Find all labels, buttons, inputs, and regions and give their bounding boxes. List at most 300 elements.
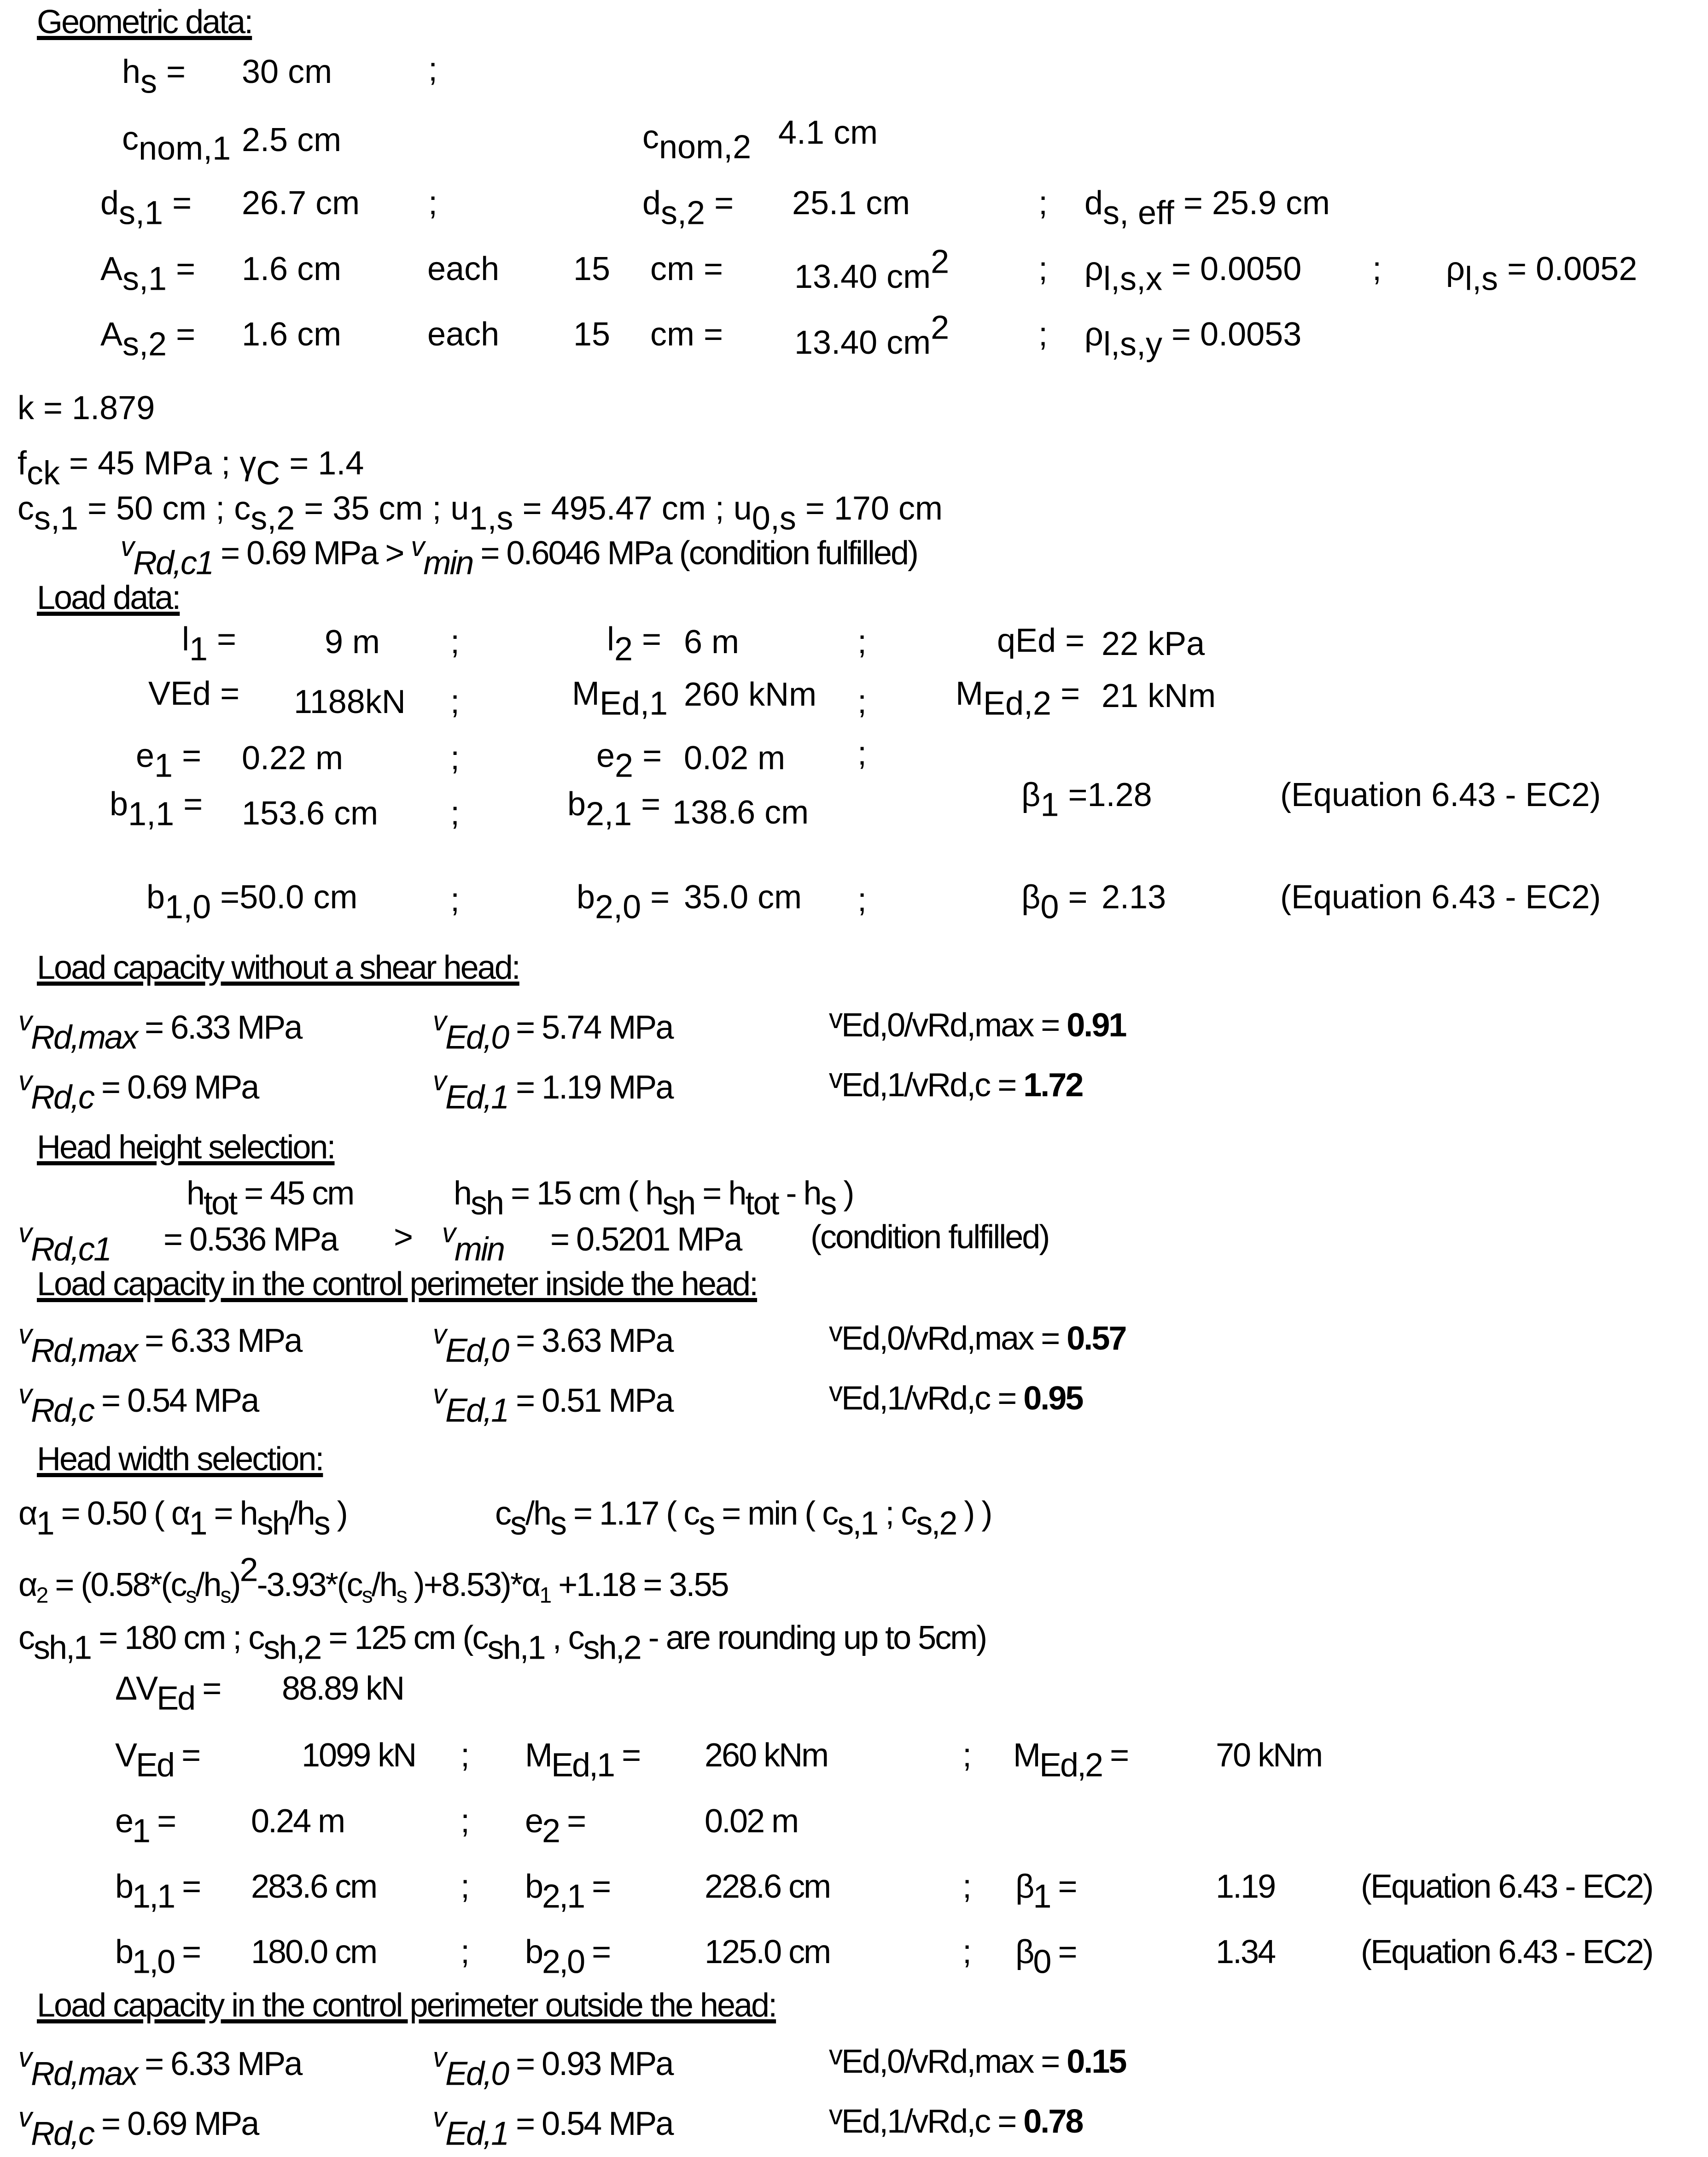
l1-sub: 1 xyxy=(189,631,208,668)
cnom2-value: 4.1 cm xyxy=(778,114,878,151)
cnom1-label xyxy=(122,120,231,167)
section-heading-head-height: Head height selection: xyxy=(37,1129,335,1166)
med2-sub: Ed,2 xyxy=(1039,1747,1102,1784)
as2-area xyxy=(794,309,950,361)
separator: ; xyxy=(450,882,460,918)
ved0-sub: Ed,0 xyxy=(445,1332,508,1369)
close-paren: ) ) xyxy=(956,1495,991,1532)
ved0-sub: Ed,0 xyxy=(445,1019,508,1056)
ved1-symbol: v xyxy=(433,1379,445,1409)
rho-sub: l,s xyxy=(1464,260,1498,298)
med2-eq: = xyxy=(1102,1737,1128,1774)
hsh-sub: sh xyxy=(256,1505,289,1542)
as1-each: each xyxy=(427,251,500,287)
hs-label xyxy=(122,53,186,100)
med2-value: 21 kNm xyxy=(1102,678,1216,714)
vrdc1-symbol: v xyxy=(121,531,133,562)
csh2-value: = 125 cm (c xyxy=(321,1619,488,1656)
ds2-symbol: d xyxy=(642,185,661,222)
ved1-sub: Ed,1 xyxy=(445,1392,508,1429)
cnom1-sub: nom,1 xyxy=(139,130,231,167)
gamma-c-value: = 1.4 xyxy=(280,445,364,482)
alpha1b-sub: 1 xyxy=(189,1505,206,1542)
beta0-eq: = xyxy=(1050,1934,1076,1970)
e2-eq: = xyxy=(559,1803,585,1840)
fck-symbol: f xyxy=(17,445,27,482)
csh1-sub: sh,1 xyxy=(34,1629,91,1666)
formula-part: ) xyxy=(230,1567,240,1603)
vrdc-sub: Rd,c xyxy=(31,1392,94,1429)
b20-label xyxy=(525,1934,610,1981)
ds1-value: 26.7 cm xyxy=(242,185,360,222)
rho-y-text xyxy=(1084,316,1302,363)
e2-symbol: e xyxy=(525,1803,542,1840)
alpha1b-symbol: α xyxy=(171,1495,189,1532)
beta0-eq: = xyxy=(1059,879,1088,916)
cs-sub: s xyxy=(510,1505,525,1542)
e1-label xyxy=(136,737,202,784)
gamma-c-sub: C xyxy=(256,455,280,492)
ved0-symbol: v xyxy=(433,1319,445,1350)
section-heading-no-head: Load capacity without a shear head: xyxy=(37,949,519,986)
b10-eq: = xyxy=(174,1934,200,1970)
min-fn: = min ( c xyxy=(714,1495,838,1532)
section-heading-head-width: Head width selection: xyxy=(37,1441,323,1478)
semicolon: ; c xyxy=(877,1495,916,1532)
ved0-value: = 5.74 MPa xyxy=(508,1009,673,1046)
as2-area-value: 13.40 cm xyxy=(794,324,931,361)
beta1-sub: 1 xyxy=(1040,786,1059,824)
b20-eq: = xyxy=(584,1934,610,1970)
csh1-value: = 180 cm ; c xyxy=(91,1619,264,1656)
e2-sub: 2 xyxy=(542,1812,560,1850)
ved-eq: = xyxy=(211,675,240,712)
b20-symbol: b xyxy=(525,1934,542,1970)
ved-symbol: V xyxy=(115,1737,136,1774)
htot2-sub: tot xyxy=(745,1185,778,1222)
separator: ; xyxy=(1038,185,1048,222)
beta0-value: 1.34 xyxy=(1216,1934,1275,1970)
separator: ; xyxy=(450,795,460,832)
hsh2-sub: sh xyxy=(662,1185,695,1222)
cs1-sub: s,1 xyxy=(34,500,79,537)
section-heading-geometric: Geometric data: xyxy=(37,4,252,41)
b10-sub: 1,0 xyxy=(165,889,211,926)
condition-note: (condition fulfilled) xyxy=(810,1219,1049,1256)
vmin-label xyxy=(442,1217,504,1268)
b20-sub: 2,0 xyxy=(595,889,641,926)
as2-area-power: 2 xyxy=(931,309,950,346)
formula-sub: s xyxy=(361,1583,372,1608)
vrdc1-value: = 0.69 MPa > xyxy=(213,535,411,572)
dseff-sub: s, eff xyxy=(1103,194,1174,232)
cs-hs-line xyxy=(495,1495,991,1542)
slash: /h xyxy=(289,1495,314,1532)
b11-eq: = xyxy=(174,1868,200,1905)
qed-value: 22 kPa xyxy=(1102,625,1205,662)
qed-eq: = xyxy=(1056,622,1085,659)
formula-sub: 1 xyxy=(539,1583,551,1608)
med2-sub: Ed,2 xyxy=(983,685,1052,722)
hs-symbol: h xyxy=(122,53,141,90)
separator: ; xyxy=(857,684,867,720)
ved0-sub: Ed,0 xyxy=(445,2055,508,2093)
l2-label xyxy=(607,621,662,668)
b21-symbol: b xyxy=(525,1868,542,1905)
e1-label xyxy=(115,1803,175,1850)
med1-eq: = xyxy=(614,1737,640,1774)
equation-ref: (Equation 6.43 - EC2) xyxy=(1280,777,1601,813)
ved0-line xyxy=(433,2042,673,2093)
hsh-line xyxy=(454,1175,853,1222)
b21-eq: = xyxy=(632,786,661,823)
ved0-line xyxy=(433,1005,673,1056)
b11-value: 153.6 cm xyxy=(242,795,379,832)
separator: ; xyxy=(1372,251,1382,287)
vmin-value: = 0.6046 MPa (condition fulfilled) xyxy=(472,535,918,572)
e1-sub: 1 xyxy=(132,1812,150,1850)
e2-label xyxy=(596,737,662,784)
ved-label xyxy=(148,677,239,710)
med1-symbol: M xyxy=(525,1737,551,1774)
b10-value: 50.0 cm xyxy=(239,879,358,916)
minus: - xyxy=(778,1175,804,1212)
close-paren: ) xyxy=(329,1495,347,1532)
ratio-v: v xyxy=(829,1003,841,1034)
ratio-v: v xyxy=(829,1316,841,1347)
beta1-eq: = xyxy=(1050,1868,1076,1905)
u1-symbol: u xyxy=(450,490,469,527)
vrdc-value: = 0.69 MPa xyxy=(93,2105,258,2142)
beta1-symbol: β xyxy=(1015,1868,1033,1905)
ratio-v: v xyxy=(829,2040,841,2070)
ved-label xyxy=(115,1737,200,1784)
vrdmax-line xyxy=(18,1319,302,1369)
ved1-value: = 0.51 MPa xyxy=(508,1382,673,1419)
rho-y-value: = 0.0053 xyxy=(1162,316,1302,353)
b10-label xyxy=(115,1934,200,1981)
b10-value: 180.0 cm xyxy=(251,1934,377,1970)
hs-sub: s xyxy=(314,1505,329,1542)
ds1-symbol: d xyxy=(100,185,119,222)
vrdc1-symbol: v xyxy=(18,1217,31,1248)
cs1-symbol: c xyxy=(17,490,34,527)
dseff-value: = 25.9 cm xyxy=(1174,185,1330,222)
l2-eq: = xyxy=(633,621,662,658)
formula-sub: s xyxy=(396,1583,406,1608)
ved0-value: = 0.93 MPa xyxy=(508,2046,673,2082)
rho-x-text xyxy=(1084,251,1302,298)
b10-symbol: b xyxy=(115,1934,133,1970)
vrdc-value: = 0.54 MPa xyxy=(93,1382,258,1419)
vrdmax-symbol: v xyxy=(18,1319,31,1350)
med1-sub: Ed,1 xyxy=(551,1747,614,1784)
b20-eq: = xyxy=(641,879,670,916)
rho-x-symbol: ρ xyxy=(1084,251,1103,287)
b21-label xyxy=(567,786,661,833)
separator: ; xyxy=(857,882,867,918)
vrdmax-symbol: v xyxy=(18,2042,31,2073)
as1-eq: = xyxy=(167,251,196,287)
csh-symbol: c xyxy=(18,1619,34,1656)
ved1-value: = 0.54 MPa xyxy=(508,2105,673,2142)
e2-label xyxy=(525,1803,585,1850)
e2-eq: = xyxy=(633,737,662,774)
med1-value: 260 kNm xyxy=(684,676,817,713)
ved0-value: = 3.63 MPa xyxy=(508,1322,673,1359)
section-heading-outside-head: Load capacity in the control perimeter outside the head: xyxy=(37,1987,776,2024)
beta0-label xyxy=(1021,879,1088,926)
vrdmax-symbol: v xyxy=(18,1005,31,1036)
rho-value: = 0.0052 xyxy=(1498,251,1638,287)
as2-each: each xyxy=(427,316,500,353)
ved0-symbol: v xyxy=(433,1005,445,1036)
b11-symbol: b xyxy=(115,1868,133,1905)
ratio-den-sub: Rd,c xyxy=(927,1067,990,1104)
dved-symbol: ΔV xyxy=(115,1670,157,1707)
greater-than: > xyxy=(394,1219,414,1256)
separator: ; xyxy=(461,1934,470,1970)
separator: ; xyxy=(962,1737,972,1774)
hs-sub: s xyxy=(820,1185,836,1222)
rho-x-value: = 0.0050 xyxy=(1162,251,1302,287)
med2-label xyxy=(956,675,1080,722)
vrdc1-check-line xyxy=(121,531,918,582)
vrdc-symbol: v xyxy=(18,1379,31,1409)
vrdc1-line xyxy=(18,1217,111,1268)
beta0-sub: 0 xyxy=(1033,1943,1050,1981)
ratio-den-sub: Rd,max xyxy=(927,2043,1033,2080)
ratio-value: 0.15 xyxy=(1067,2043,1126,2080)
dved-sub: Ed xyxy=(157,1680,195,1717)
alpha1-value: = 0.50 ( xyxy=(53,1495,171,1532)
cs-hs-value: = 1.17 ( c xyxy=(565,1495,699,1532)
ratio-v: v xyxy=(829,2099,841,2130)
formula-part: -3.93*(c xyxy=(256,1567,362,1603)
med1-label xyxy=(525,1737,640,1784)
b10-label xyxy=(146,879,358,926)
b11-value: 283.6 cm xyxy=(251,1868,377,1905)
b10-eq: = xyxy=(211,879,240,916)
separator: ; xyxy=(428,185,438,222)
alpha1-eq: = h xyxy=(206,1495,257,1532)
med1-label xyxy=(572,675,668,722)
as2-eq: = xyxy=(167,316,196,353)
separator: ; xyxy=(1038,316,1048,353)
vmin-sub: min xyxy=(455,1231,504,1268)
e2-symbol: e xyxy=(596,737,615,774)
htot-symbol: h xyxy=(187,1175,204,1212)
beta1-symbol: β xyxy=(1021,777,1041,813)
section-heading-load: Load data: xyxy=(37,579,180,616)
beta0-symbol: β xyxy=(1021,879,1041,916)
l2-value: 6 m xyxy=(684,624,740,661)
csh2-sub: sh,2 xyxy=(583,1629,641,1666)
cs2-sub: s,2 xyxy=(916,1505,956,1542)
gamma-c-symbol: γ xyxy=(239,445,256,482)
b11-label xyxy=(115,1868,200,1915)
ds1-sub: s,1 xyxy=(119,194,163,232)
b11-label xyxy=(110,786,203,833)
l2-symbol: l xyxy=(607,621,614,658)
ratio-eq: = xyxy=(990,2103,1024,2140)
hs-sub: s xyxy=(140,63,157,100)
ratio-num-sub: Ed,0 xyxy=(841,1007,904,1044)
ratio-value: 0.95 xyxy=(1023,1380,1083,1417)
as1-symbol: A xyxy=(100,251,123,287)
u0-value: = 170 cm xyxy=(796,490,943,527)
cs1-value: = 50 cm ; xyxy=(78,490,234,527)
l1-value: 9 m xyxy=(325,624,380,661)
l1-label xyxy=(182,621,237,668)
ved-sub: Ed xyxy=(136,1747,174,1784)
u1-value: = 495.47 cm ; xyxy=(513,490,734,527)
vrdc-symbol: v xyxy=(18,2102,31,2133)
as2-label xyxy=(100,316,196,363)
vrdmax-sub: Rd,max xyxy=(31,1332,137,1369)
alpha2-sub: 2 xyxy=(36,1583,47,1608)
cs2-sub: s,2 xyxy=(251,500,295,537)
formula-result: +1.18 = 3.55 xyxy=(550,1567,728,1603)
l1-symbol: l xyxy=(182,621,189,658)
separator: ; xyxy=(450,740,460,777)
rho-y-sub: l,s,y xyxy=(1103,326,1162,363)
equation-ref: (Equation 6.43 - EC2) xyxy=(1361,1934,1653,1970)
med1-value: 260 kNm xyxy=(705,1737,828,1774)
ratio-eq: = xyxy=(1033,2043,1067,2080)
b10-symbol: b xyxy=(146,879,165,916)
vrdc1-value: = 0.536 MPa xyxy=(163,1221,338,1258)
ratio-den-sub: Rd,max xyxy=(927,1007,1033,1044)
dved-label xyxy=(115,1670,221,1717)
formula-sub: s xyxy=(220,1583,230,1608)
separator: ; xyxy=(1038,251,1048,287)
k-value: k = 1.879 xyxy=(17,390,155,427)
qed-symbol: q xyxy=(997,622,1016,659)
ratio-num-sub: Ed,0 xyxy=(841,1320,904,1357)
ved1-symbol: v xyxy=(433,2102,445,2133)
formula-part: = (0.58*(c xyxy=(47,1567,186,1603)
rho-text xyxy=(1446,251,1638,298)
ratio-num-sub: Ed,0 xyxy=(841,2043,904,2080)
b11-sub: 1,1 xyxy=(132,1878,175,1915)
equation-ref: (Equation 6.43 - EC2) xyxy=(1280,879,1601,916)
b20-sub: 2,0 xyxy=(542,1943,584,1981)
ratio0-line xyxy=(829,1316,1126,1357)
cnom1-value: 2.5 cm xyxy=(242,122,342,158)
vrdc-symbol: v xyxy=(18,1065,31,1096)
ved1-sub: Ed,1 xyxy=(445,1079,508,1116)
beta0-sub: 0 xyxy=(1040,889,1059,926)
e1-sub: 1 xyxy=(154,747,173,784)
alpha1-symbol: α xyxy=(18,1495,36,1532)
separator: ; xyxy=(962,1868,972,1905)
ratio1-line xyxy=(829,2099,1083,2140)
vrdc1-sub: Rd,c1 xyxy=(31,1231,111,1268)
e1-eq: = xyxy=(149,1803,175,1840)
csh2-sub: sh,2 xyxy=(263,1629,321,1666)
b21-value: 228.6 cm xyxy=(705,1868,830,1905)
ratio-value: 0.57 xyxy=(1067,1320,1126,1357)
vmin-symbol: v xyxy=(411,531,424,562)
ved-eq: = xyxy=(174,1737,200,1774)
as1-diameter: 1.6 cm xyxy=(242,251,342,287)
dved-value: 88.89 kN xyxy=(282,1670,404,1707)
hs-eq: = xyxy=(157,53,186,90)
as1-label xyxy=(100,251,196,298)
separator: ; xyxy=(461,1803,470,1840)
cs-symbol: c xyxy=(495,1495,510,1532)
e1-eq: = xyxy=(173,737,202,774)
beta1-label xyxy=(1021,777,1152,824)
alpha1-sub: 1 xyxy=(36,1505,53,1542)
ratio-num-sub: Ed,1 xyxy=(841,2103,904,2140)
beta1-sub: 1 xyxy=(1033,1878,1050,1915)
b21-symbol: b xyxy=(567,786,586,823)
vmin-value: = 0.5201 MPa xyxy=(550,1221,741,1258)
b20-label xyxy=(577,879,670,926)
beta1-label xyxy=(1015,1868,1076,1915)
med2-symbol: M xyxy=(956,675,983,712)
ved-symbol: V xyxy=(148,675,171,712)
e1-symbol: e xyxy=(115,1803,133,1840)
beta0-symbol: β xyxy=(1015,1934,1033,1970)
rho-y-symbol: ρ xyxy=(1084,316,1103,353)
separator: ; xyxy=(450,624,460,661)
ratio-den-sub: Rd,c xyxy=(927,1380,990,1417)
dved-eq: = xyxy=(194,1670,221,1707)
b21-sub: 2,1 xyxy=(586,795,632,833)
b20-value: 35.0 cm xyxy=(684,879,802,916)
med1-sub: Ed,1 xyxy=(599,685,668,722)
ratio-den-sub: Rd,c xyxy=(927,2103,990,2140)
ratio-slash: /v xyxy=(904,1007,927,1044)
alpha2-line xyxy=(18,1551,728,1608)
ds1-eq: = xyxy=(163,185,192,222)
vrdmax-sub: Rd,max xyxy=(31,1019,137,1056)
as1-area-power: 2 xyxy=(931,243,950,281)
ds1-label xyxy=(100,185,192,232)
fck-value: = 45 MPa ; xyxy=(60,445,240,482)
cs2-symbol: c xyxy=(234,490,251,527)
fck-gamma-line xyxy=(17,445,364,492)
separator: ; xyxy=(962,1934,972,1970)
htot-sub: tot xyxy=(204,1185,237,1222)
alpha2-symbol: α xyxy=(18,1567,36,1603)
csh-line xyxy=(18,1619,986,1666)
as2-sub: s,2 xyxy=(122,326,167,363)
hs-sub: s xyxy=(550,1505,566,1542)
b11-symbol: b xyxy=(110,786,128,823)
vmin-symbol: v xyxy=(442,1217,455,1248)
cs1-sub: s,1 xyxy=(837,1505,878,1542)
vrdc-sub: Rd,c xyxy=(31,2115,94,2152)
ratio-v: v xyxy=(829,1376,841,1407)
e2-value: 0.02 m xyxy=(684,740,786,777)
beta0-label xyxy=(1015,1934,1076,1981)
b20-symbol: b xyxy=(577,879,595,916)
vmin-sub: min xyxy=(423,544,473,582)
qed-sub: Ed xyxy=(1015,622,1056,659)
hs-symbol: h xyxy=(803,1175,821,1212)
ratio1-line xyxy=(829,1376,1083,1417)
ratio-slash: /v xyxy=(904,2043,927,2080)
ved1-sub: Ed,1 xyxy=(445,2115,508,2152)
separator: ; xyxy=(461,1737,470,1774)
section-heading-inside-head: Load capacity in the control perimeter inside the head: xyxy=(37,1266,758,1303)
as1-sub: s,1 xyxy=(122,260,167,298)
b21-label xyxy=(525,1868,610,1915)
